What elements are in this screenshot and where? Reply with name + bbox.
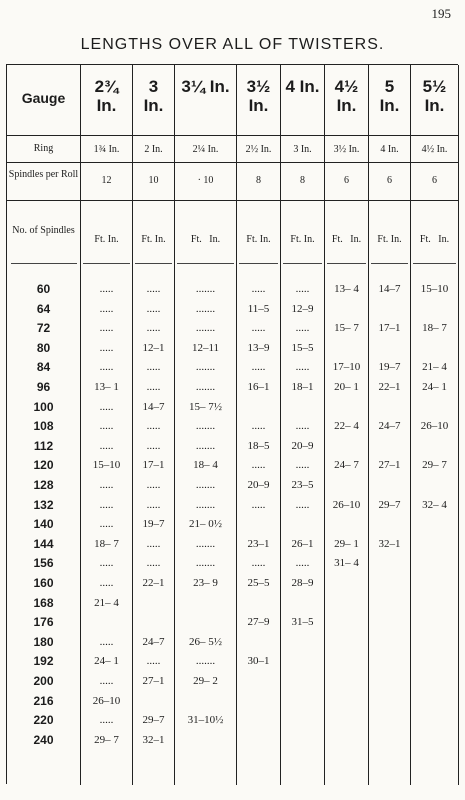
length-value: 31– 4 <box>334 557 359 570</box>
unit-rule <box>283 263 322 264</box>
length-value: ..... <box>146 420 161 433</box>
length-value: 23– 9 <box>193 577 218 589</box>
length-value: ..... <box>99 675 114 687</box>
length-value: ..... <box>99 420 114 433</box>
length-value: 15– 7½ <box>189 400 222 413</box>
gauge-value: 132 <box>33 497 54 512</box>
column-divider <box>458 65 459 785</box>
gauge-value: 96 <box>36 380 51 394</box>
length-value: 29–7 <box>378 498 401 511</box>
gauge-value: 120 <box>33 458 54 473</box>
gauge-value: 140 <box>33 517 54 532</box>
length-value: 20–9 <box>291 439 314 452</box>
header-divider <box>7 162 459 163</box>
length-value: ..... <box>251 322 266 335</box>
length-value: ..... <box>99 577 114 589</box>
length-value: 11–5 <box>247 302 270 315</box>
length-value: 13–9 <box>247 341 270 354</box>
length-value: 15– 7 <box>334 322 359 335</box>
length-value: ..... <box>295 361 310 374</box>
unit-rule <box>371 263 408 264</box>
length-value: ..... <box>99 518 114 531</box>
length-value: 12–1 <box>142 341 165 354</box>
gauge-value: 144 <box>33 536 54 551</box>
length-value: ..... <box>99 439 114 452</box>
size-header: 3½ In. <box>246 77 271 115</box>
length-value: 21– 4 <box>422 361 447 374</box>
size-header: 3 In. <box>143 77 164 115</box>
length-value: 28–9 <box>291 577 314 589</box>
spindles-per-roll-value: 6 <box>344 175 349 186</box>
length-value: 15–10 <box>92 459 121 472</box>
length-value: 29– 1 <box>334 537 359 550</box>
gauge-value: 84 <box>36 360 51 375</box>
length-value: 18– 4 <box>193 459 218 472</box>
length-value: 20– 1 <box>334 381 359 393</box>
length-value: 18– 7 <box>94 537 119 550</box>
spindles-per-roll-value: 10 <box>148 175 159 186</box>
length-value: 27–1 <box>142 675 165 687</box>
length-value: ....... <box>195 283 216 295</box>
length-value: ..... <box>99 479 114 491</box>
gauge-value: 168 <box>33 595 54 610</box>
unit-rule <box>239 263 278 264</box>
unit-rule <box>83 263 130 264</box>
unit-label: Ft. In. <box>246 234 271 245</box>
ring-size: 2 In. <box>144 144 163 155</box>
ring-label: Ring <box>33 143 54 154</box>
length-value: ..... <box>146 302 161 315</box>
gauge-value: 216 <box>33 693 54 708</box>
gauge-value: 156 <box>33 556 54 571</box>
length-value: ..... <box>295 459 310 472</box>
length-value: 14–7 <box>142 400 165 413</box>
length-value: 24–7 <box>142 635 165 648</box>
unit-label: Ft. In. <box>331 234 362 245</box>
length-value: ....... <box>195 322 216 335</box>
gauge-value: 220 <box>33 713 54 728</box>
length-value: ....... <box>195 557 216 570</box>
header-divider <box>7 135 459 136</box>
header-divider <box>7 200 459 201</box>
length-value: ..... <box>146 498 161 511</box>
length-value: 32– 4 <box>422 498 447 511</box>
length-value: ..... <box>146 557 161 570</box>
length-value: 17–1 <box>142 459 165 472</box>
length-value: ..... <box>146 537 161 550</box>
gauge-header: Gauge <box>21 90 66 106</box>
gauge-value: 112 <box>33 438 54 453</box>
length-value: 23–1 <box>247 537 270 550</box>
unit-rule <box>11 263 77 264</box>
length-value: 19–7 <box>378 361 401 374</box>
length-value: 29– 7 <box>422 459 447 472</box>
length-value: ..... <box>295 498 310 511</box>
length-value: ..... <box>99 283 114 295</box>
length-value: ..... <box>146 439 161 452</box>
length-value: 23–5 <box>291 479 314 491</box>
length-value: ..... <box>99 635 114 648</box>
size-header: 4½ In. <box>334 77 359 115</box>
gauge-value: 192 <box>33 654 54 669</box>
gauge-value: 108 <box>33 419 54 434</box>
length-value: 15–10 <box>420 283 449 295</box>
gauge-value: 176 <box>33 615 54 630</box>
spindles-per-roll-value: 8 <box>256 175 261 186</box>
length-value: ....... <box>195 439 216 452</box>
length-value: ..... <box>146 361 161 374</box>
length-value: 26–10 <box>92 694 121 707</box>
length-value: ..... <box>251 459 266 472</box>
length-value: 14–7 <box>378 283 401 295</box>
spindles-per-roll-value: 12 <box>101 175 112 186</box>
length-value: ..... <box>146 479 161 491</box>
length-value: ....... <box>195 479 216 491</box>
gauge-value: 80 <box>36 340 51 355</box>
length-value: 24–7 <box>378 420 401 433</box>
unit-rule <box>327 263 366 264</box>
unit-label: Ft. In. <box>141 234 166 245</box>
length-value: ....... <box>195 302 216 315</box>
length-value: 18– 7 <box>422 322 447 335</box>
page-title: LENGTHS OVER ALL OF TWISTERS. <box>80 36 385 53</box>
length-value: 25–5 <box>247 577 270 589</box>
gauge-value: 128 <box>33 478 54 492</box>
length-value: 29–7 <box>142 714 165 727</box>
gauge-value: 180 <box>33 634 54 649</box>
length-value: ..... <box>99 302 114 315</box>
length-value: ..... <box>295 283 310 295</box>
length-value: 12–11 <box>191 341 220 354</box>
length-value: 18–5 <box>247 439 270 452</box>
length-value: 21– 0½ <box>189 518 222 531</box>
length-value: 26–10 <box>332 498 361 511</box>
gauge-value: 60 <box>36 282 51 296</box>
no-of-spindles-label: No. of Spindles <box>12 225 75 236</box>
length-value: ..... <box>251 498 266 511</box>
length-value: 21– 4 <box>94 596 119 609</box>
ring-size: 2½ In. <box>245 144 272 155</box>
length-value: ..... <box>146 655 161 668</box>
length-value: ..... <box>146 381 161 393</box>
spindles-per-roll-value: 6 <box>387 175 392 186</box>
length-value: 26–1 <box>291 537 314 550</box>
length-value: 17–10 <box>332 361 361 374</box>
gauge-value: 100 <box>33 399 54 414</box>
length-value: ..... <box>251 420 266 433</box>
length-value: ..... <box>295 420 310 433</box>
unit-rule <box>413 263 456 264</box>
length-value: 15–5 <box>291 341 314 354</box>
length-value: 29– 7 <box>94 733 119 746</box>
ring-size: 1¾ In. <box>93 144 120 155</box>
length-value: ..... <box>295 557 310 570</box>
length-value: ..... <box>99 557 114 570</box>
length-value: ..... <box>99 341 114 354</box>
spindles-per-roll-label: Spindles per Roll <box>8 169 79 180</box>
gauge-value: 200 <box>33 674 54 688</box>
length-value: ..... <box>99 714 114 727</box>
gauge-value: 64 <box>36 301 51 316</box>
size-header: 5 In. <box>379 77 400 115</box>
page-number: 195 <box>431 6 451 21</box>
twister-lengths-table <box>6 64 458 784</box>
length-value: ....... <box>195 498 216 511</box>
length-value: ..... <box>251 283 266 295</box>
length-value: 24– 1 <box>422 381 447 393</box>
unit-label: Ft. In. <box>419 234 450 245</box>
gauge-value: 160 <box>33 576 54 590</box>
length-value: ..... <box>99 400 114 413</box>
spindles-per-roll-value: 8 <box>300 175 305 186</box>
length-value: 19–7 <box>142 518 165 531</box>
unit-label: Ft. In. <box>377 234 402 245</box>
gauge-value: 240 <box>33 732 54 747</box>
length-value: ..... <box>99 498 114 511</box>
gauge-value: 72 <box>36 321 51 336</box>
length-value: 27–9 <box>247 616 270 629</box>
length-value: 16–1 <box>247 381 270 393</box>
length-value: ..... <box>99 361 114 374</box>
length-value: ..... <box>146 283 161 295</box>
spindles-per-roll-value: · 10 <box>197 175 214 186</box>
length-value: ....... <box>195 537 216 550</box>
length-value: 32–1 <box>142 733 165 746</box>
size-header: 5½ In. <box>422 77 447 115</box>
length-value: 24– 1 <box>94 655 119 668</box>
length-value: 13– 1 <box>94 381 119 393</box>
length-value: 22–1 <box>378 381 401 393</box>
spindles-per-roll-value: 6 <box>432 175 437 186</box>
ring-size: 4½ In. <box>421 144 448 155</box>
ring-size: 4 In. <box>380 144 399 155</box>
unit-label: Ft. In. <box>190 234 221 245</box>
length-value: ..... <box>251 361 266 374</box>
length-value: 29– 2 <box>193 675 218 687</box>
unit-rule <box>177 263 234 264</box>
length-value: 31–5 <box>291 616 314 629</box>
length-value: ..... <box>146 322 161 335</box>
length-value: 30–1 <box>247 655 270 668</box>
length-value: 12–9 <box>291 302 314 315</box>
length-value: 31–10½ <box>187 714 224 727</box>
unit-label: Ft. In. <box>290 234 315 245</box>
length-value: 18–1 <box>291 381 314 393</box>
length-value: ....... <box>195 655 216 668</box>
length-value: ..... <box>295 322 310 335</box>
length-value: 26– 5½ <box>189 635 222 648</box>
unit-label: Ft. In. <box>94 234 119 245</box>
length-value: 20–9 <box>247 479 270 491</box>
ring-size: 3½ In. <box>333 144 360 155</box>
length-value: ..... <box>251 557 266 570</box>
ring-size: 2¼ In. <box>192 144 219 155</box>
length-value: ....... <box>195 381 216 393</box>
size-header: 2¾ In. <box>94 77 119 115</box>
length-value: 27–1 <box>378 459 401 472</box>
length-value: ..... <box>99 322 114 335</box>
length-value: 22– 4 <box>334 420 359 433</box>
length-value: 26–10 <box>420 420 449 433</box>
size-header: 3¼ In. <box>181 77 230 96</box>
length-value: 24– 7 <box>334 459 359 472</box>
ring-size: 3 In. <box>293 144 312 155</box>
length-value: ....... <box>195 420 216 433</box>
length-value: ....... <box>195 361 216 374</box>
length-value: 17–1 <box>378 322 401 335</box>
size-header: 4 In. <box>285 77 320 96</box>
length-value: 13– 4 <box>334 283 359 295</box>
length-value: 22–1 <box>142 577 165 589</box>
length-value: 32–1 <box>378 537 401 550</box>
unit-rule <box>135 263 172 264</box>
